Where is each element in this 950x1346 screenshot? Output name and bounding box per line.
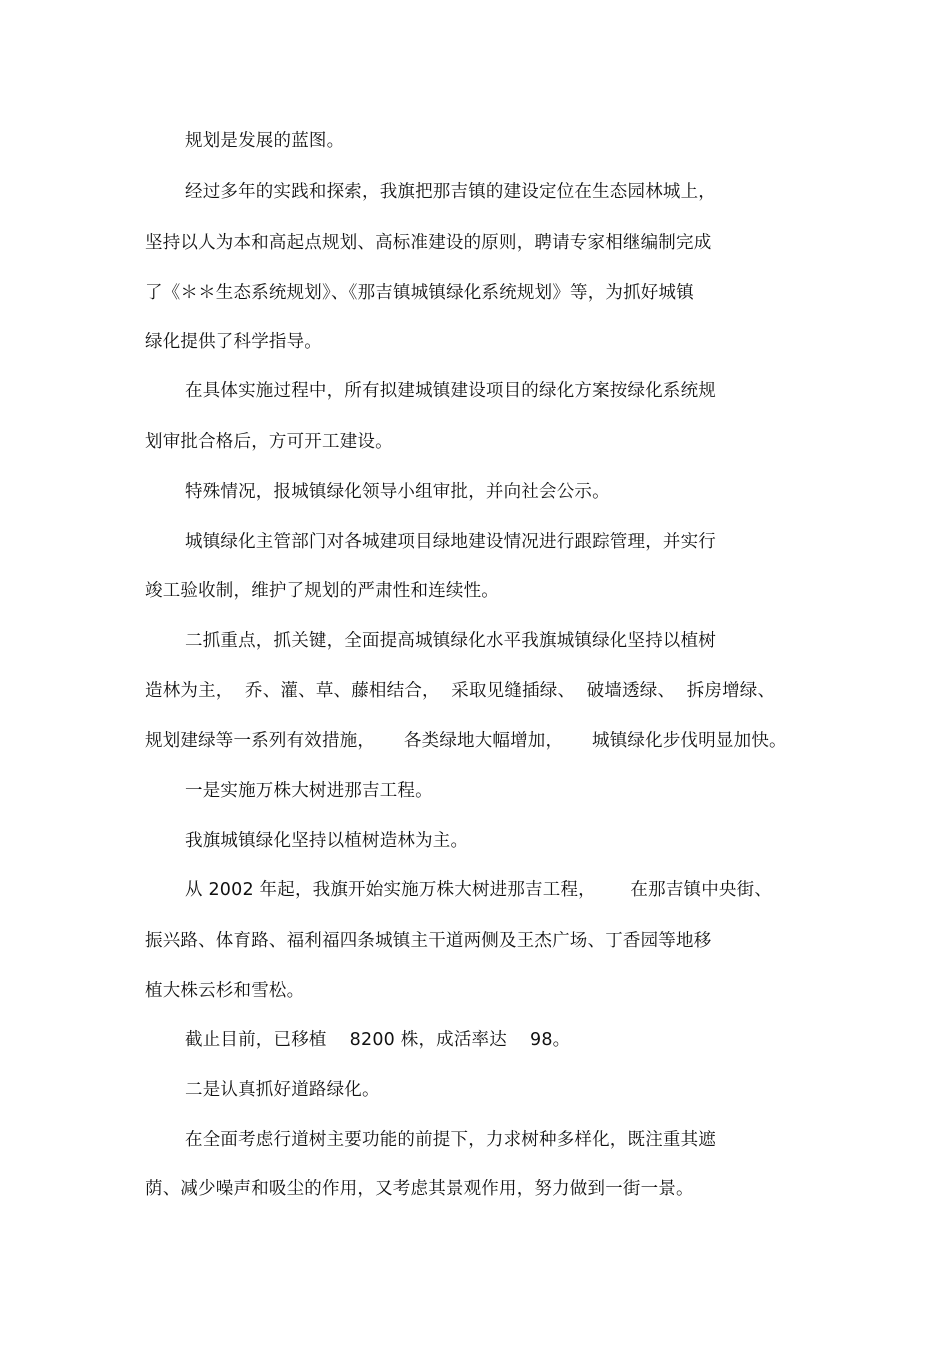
text-line: 植大株云杉和雪松。: [145, 981, 305, 1001]
text-line: 城镇绿化主管部门对各城建项目绿地建设情况进行跟踪管理，并实行: [185, 532, 716, 552]
text-line: 一是实施万株大树进那吉工程。: [185, 781, 433, 801]
text-line: 划审批合格后，方可开工建设。: [145, 432, 393, 452]
text-line: 坚持以人为本和高起点规划、高标准建设的原则，聘请专家相继编制完成: [145, 233, 712, 253]
text-line: 在具体实施过程中，所有拟建城镇建设项目的绿化方案按绿化系统规: [185, 381, 716, 401]
text-line: 了《＊＊生态系统规划》、《那吉镇城镇绿化系统规划》等，为抓好城镇: [145, 283, 694, 303]
text-line: 规划建绿等一系列有效措施， 各类绿地大幅增加， 城镇绿化步伐明显加快。: [145, 731, 787, 751]
text-line: 规划是发展的蓝图。: [185, 131, 345, 151]
text-line: 荫、减少噪声和吸尘的作用，又考虑其景观作用，努力做到一街一景。: [145, 1179, 694, 1199]
text-line: 绿化提供了科学指导。: [145, 332, 322, 352]
text-line: 从 2002 年起，我旗开始实施万株大树进那吉工程， 在那吉镇中央街、: [185, 880, 773, 900]
text-line: 二是认真抓好道路绿化。: [185, 1080, 380, 1100]
text-line: 经过多年的实践和探索，我旗把那吉镇的建设定位在生态园林城上，: [185, 182, 716, 202]
text-line: 在全面考虑行道树主要功能的前提下，力求树种多样化，既注重其遮: [185, 1130, 716, 1150]
text-line: 造林为主， 乔、灌、草、藤相结合， 采取见缝插绿、 破墙透绿、 拆房增绿、: [145, 681, 776, 701]
text-line: 竣工验收制，维护了规划的严肃性和连续性。: [145, 581, 499, 601]
text-line: 振兴路、体育路、福利福四条城镇主干道两侧及王杰广场、丁香园等地移: [145, 931, 712, 951]
text-line: 二抓重点，抓关键，全面提高城镇绿化水平我旗城镇绿化坚持以植树: [185, 631, 716, 651]
text-line: 截止目前，已移植 8200 株，成活率达 98。: [185, 1030, 571, 1050]
text-line: 我旗城镇绿化坚持以植树造林为主。: [185, 831, 469, 851]
text-line: 特殊情况，报城镇绿化领导小组审批，并向社会公示。: [185, 482, 610, 502]
